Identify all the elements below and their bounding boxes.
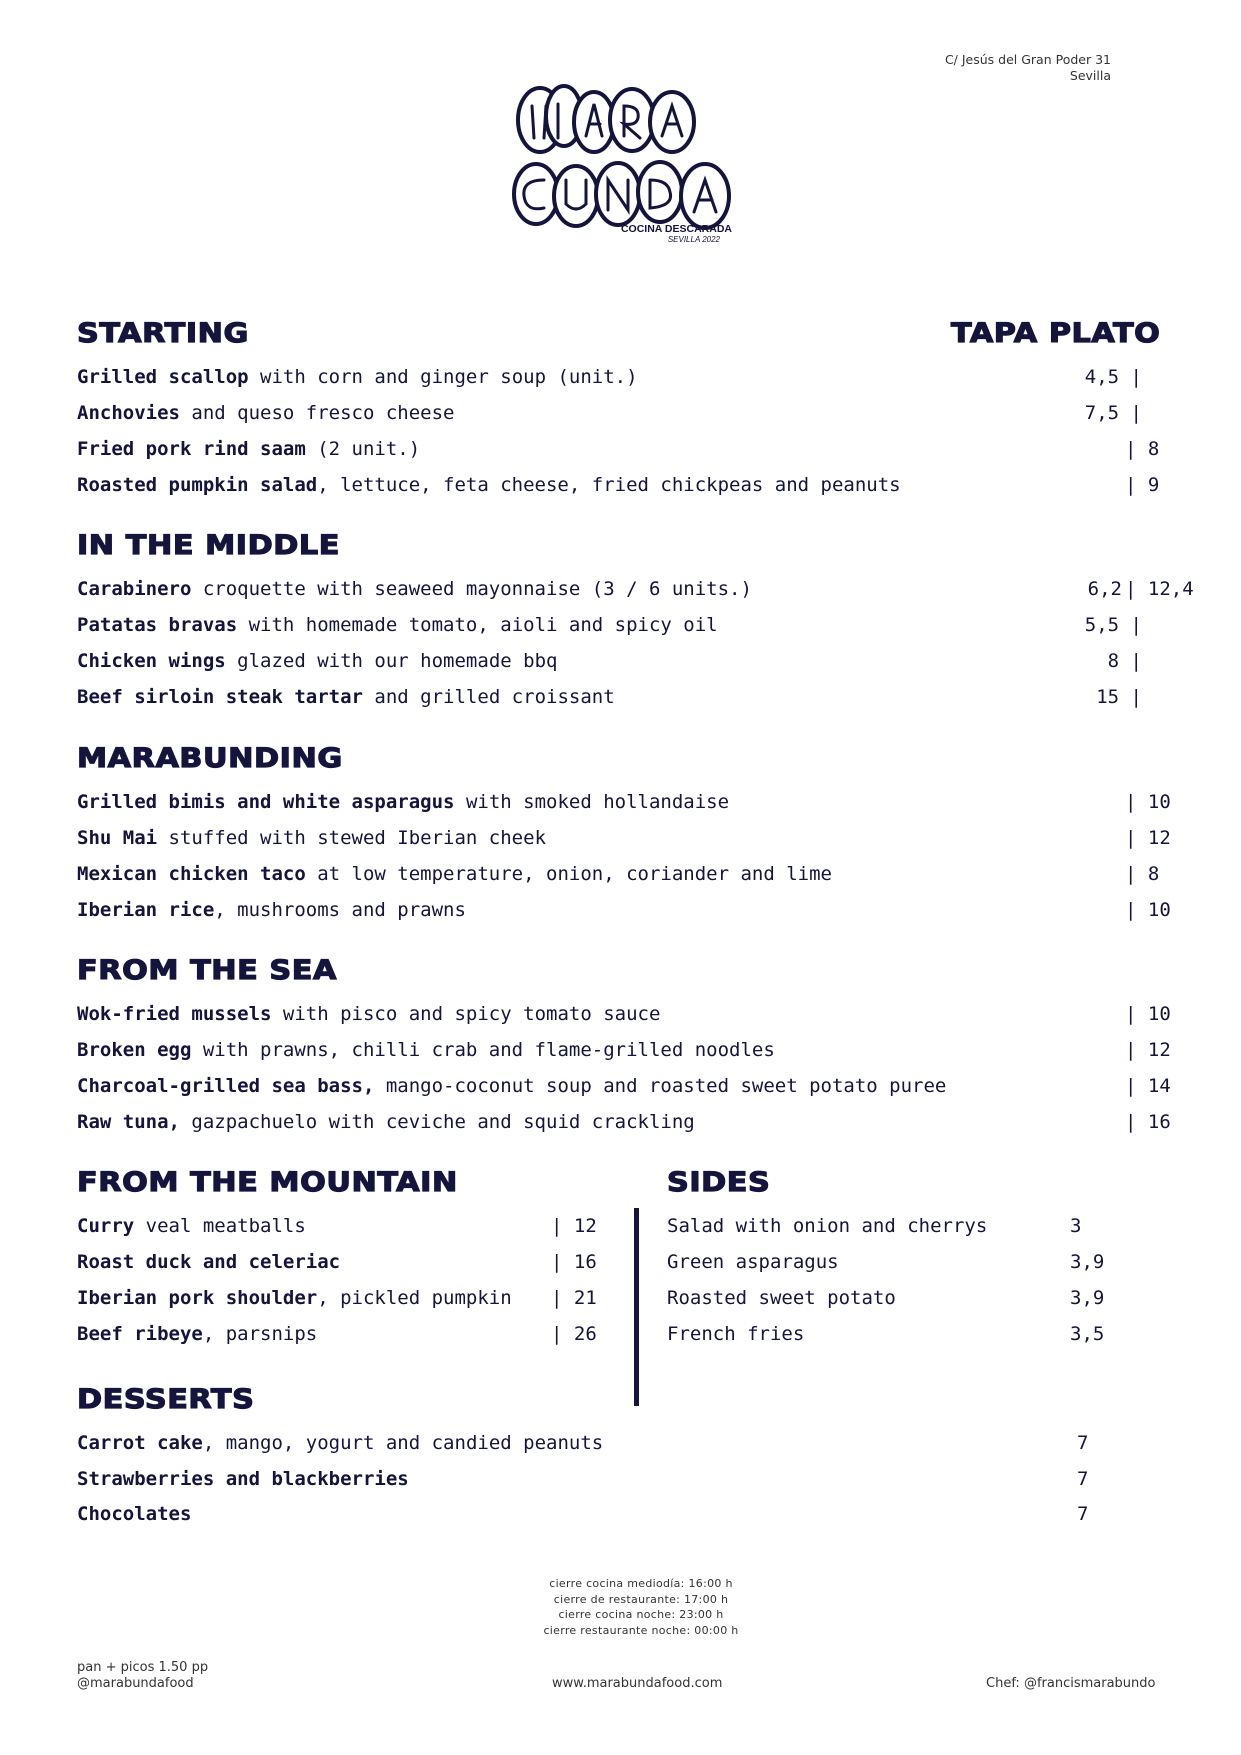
section-title-sea: FROM THE SEA [77,955,337,986]
dish-description: croquette with seaweed mayonnaise (3 / 6 units.) [191,578,752,600]
side-price: 3,9 [1070,1287,1105,1309]
tapa-price: 7,5 | [1084,402,1142,424]
plato-price: | 10 [1125,791,1171,813]
side-price: 3,9 [1070,1251,1105,1273]
section-title-starting: STARTING [77,318,249,349]
closing-hours [0,1576,1241,1638]
dish-name: Fried pork rind saam [77,438,306,460]
menu-item [77,996,1177,1032]
plato-price: | 10 [1125,899,1171,921]
menu-item [77,467,1177,503]
tapa-price: 6,2 [1087,578,1122,600]
menu-item [77,892,1177,928]
menu-item [77,679,1177,715]
dish-name: Anchovies [77,402,180,424]
tapa-price: 4,5 | [1084,366,1142,388]
dish-description: with homemade tomato, aioli and spicy oil [237,614,718,636]
dish-name: Beef ribeye [77,1323,203,1345]
dish-name: Beef sirloin steak tartar [77,686,363,708]
menu-item [77,784,1177,820]
dish-description: , lettuce, feta cheese, fried chickpeas and peanuts [317,474,901,496]
tapa-price: 5,5 | [1084,614,1142,636]
tapa-price: 15 | [1096,686,1142,708]
side-item [667,1208,1127,1244]
dish-description: , pickled pumpkin [317,1287,512,1309]
menu-item [77,1208,617,1244]
menu-item [77,359,1177,395]
column-headers [951,318,1160,349]
tapa-price: 8 | [1107,650,1142,672]
dish-name: Mexican chicken taco [77,863,306,885]
restaurant-address [945,52,1111,84]
plato-price: | 26 [551,1323,597,1345]
column-header-tapa: TAPA [951,318,1038,349]
section-title-sides: SIDES [667,1167,771,1198]
side-name: Roasted sweet potato [667,1287,896,1309]
dish-name: Roast duck and celeriac [77,1251,341,1273]
dessert-item [77,1461,1177,1497]
side-item [667,1244,1127,1280]
column-header-plato: PLATO [1048,318,1161,349]
dish-name: Grilled scallop [77,366,249,388]
menu-item [77,1244,617,1280]
section-title-middle: IN THE MIDDLE [77,530,340,561]
plato-price: | 16 [551,1251,597,1273]
dish-name: Grilled bimis and white asparagus [77,791,455,813]
dish-description: and queso fresco cheese [179,402,455,424]
section-title-desserts: DESSERTS [77,1384,255,1415]
dish-name: Charcoal-grilled sea bass, [77,1075,375,1097]
dish-description: , parsnips [202,1323,318,1345]
side-name: Green asparagus [667,1251,839,1273]
dish-description: glazed with our homemade bbq [225,650,558,672]
menu-item [77,431,1177,467]
dish-description: mango-coconut soup and roasted sweet potato puree [374,1075,947,1097]
dish-description: gazpachuelo with ceviche and squid crackling [179,1111,695,1133]
side-name: Salad with onion and cherrys [667,1215,988,1237]
plato-price: | 14 [1125,1075,1171,1097]
side-price: 3 [1070,1215,1082,1237]
plato-price: | 8 [1125,438,1160,460]
dish-description: with smoked hollandaise [454,791,730,813]
dish-description: veal meatballs [134,1215,306,1237]
address-city: Sevilla [1069,68,1111,83]
plato-price: | 8 [1125,863,1160,885]
dish-description: with corn and ginger soup (unit.) [248,366,638,388]
dish-description: with prawns, chilli crab and flame-grilled noodles [191,1039,775,1061]
dish-description: and grilled croissant [362,686,615,708]
plato-price: | 9 [1125,474,1160,496]
dish-name: Strawberries and blackberries [77,1468,409,1490]
menu-item [77,571,1194,607]
plato-price: | 16 [1125,1111,1171,1133]
hours-line: cierre de restaurante: 17:00 h [553,1592,729,1606]
menu-item [77,820,1177,856]
bread-note: pan + picos 1.50 pp [77,1660,209,1675]
dish-description: , mushrooms and prawns [214,899,466,921]
dish-name: Chocolates [77,1503,192,1525]
menu-item [77,1032,1177,1068]
dish-name: Wok-fried mussels [77,1003,272,1025]
dish-name: Chicken wings [77,650,226,672]
side-price: 3,5 [1070,1323,1105,1345]
hours-line: cierre restaurante noche: 00:00 h [543,1623,739,1637]
dish-name: Patatas bravas [77,614,238,636]
plato-price: | 21 [551,1287,597,1309]
dish-description: with pisco and spicy tomato sauce [271,1003,661,1025]
dessert-price: 7 [1077,1503,1089,1525]
dish-name: Iberian rice [77,899,215,921]
dessert-price: 7 [1077,1468,1089,1490]
dessert-item [77,1496,1177,1532]
plato-price: | 12 [1125,827,1171,849]
section-title-marabunding: MARABUNDING [77,743,343,774]
dish-name: Carrot cake [77,1432,203,1454]
menu-item [77,643,1177,679]
menu-item [77,1316,617,1352]
plato-price: | 12,4 [1125,578,1194,600]
chef-credit: Chef: @francismarabundo [986,1676,1156,1691]
dish-name: Roasted pumpkin salad [77,474,318,496]
instagram-handle[interactable]: @marabundafood [77,1676,194,1691]
hours-line: cierre cocina mediodía: 16:00 h [549,1577,733,1590]
menu-item [77,856,1177,892]
logo-tagline: COCINA DESCARADA [620,223,732,235]
dessert-item [77,1425,1177,1461]
dish-name: Iberian pork shoulder [77,1287,318,1309]
hours-line: cierre cocina noche: 23:00 h [558,1608,724,1621]
side-item [667,1316,1127,1352]
plato-price: | 12 [1125,1039,1171,1061]
plato-price: | 10 [1125,1003,1171,1025]
marabunda-logo [510,76,746,246]
menu-item [77,1104,1177,1140]
dish-name: Curry [77,1215,135,1237]
menu-item [77,1280,617,1316]
dish-name: Broken egg [77,1039,192,1061]
dish-description: , mango, yogurt and candied peanuts [202,1432,604,1454]
menu-item [77,1068,1177,1104]
dish-description: stuffed with stewed Iberian cheek [157,827,547,849]
dish-name: Shu Mai [77,827,158,849]
plato-price: | 12 [551,1215,597,1237]
column-divider [634,1208,639,1406]
address-street: C/ Jesús del Gran Poder 31 [944,52,1111,67]
footer-left [77,1660,208,1692]
dish-name: Carabinero [77,578,192,600]
dessert-price: 7 [1077,1432,1089,1454]
menu-item [77,395,1177,431]
dish-description: at low temperature, onion, coriander and lime [305,863,832,885]
website-link[interactable]: www.marabundafood.com [552,1676,723,1691]
dish-description: (2 unit.) [305,438,421,460]
menu-item [77,607,1177,643]
side-item [667,1280,1127,1316]
logo-subline: SEVILLA 2022 [667,235,720,244]
side-name: French fries [667,1323,805,1345]
dish-name: Raw tuna, [77,1111,180,1133]
section-title-mountain: FROM THE MOUNTAIN [77,1167,458,1198]
